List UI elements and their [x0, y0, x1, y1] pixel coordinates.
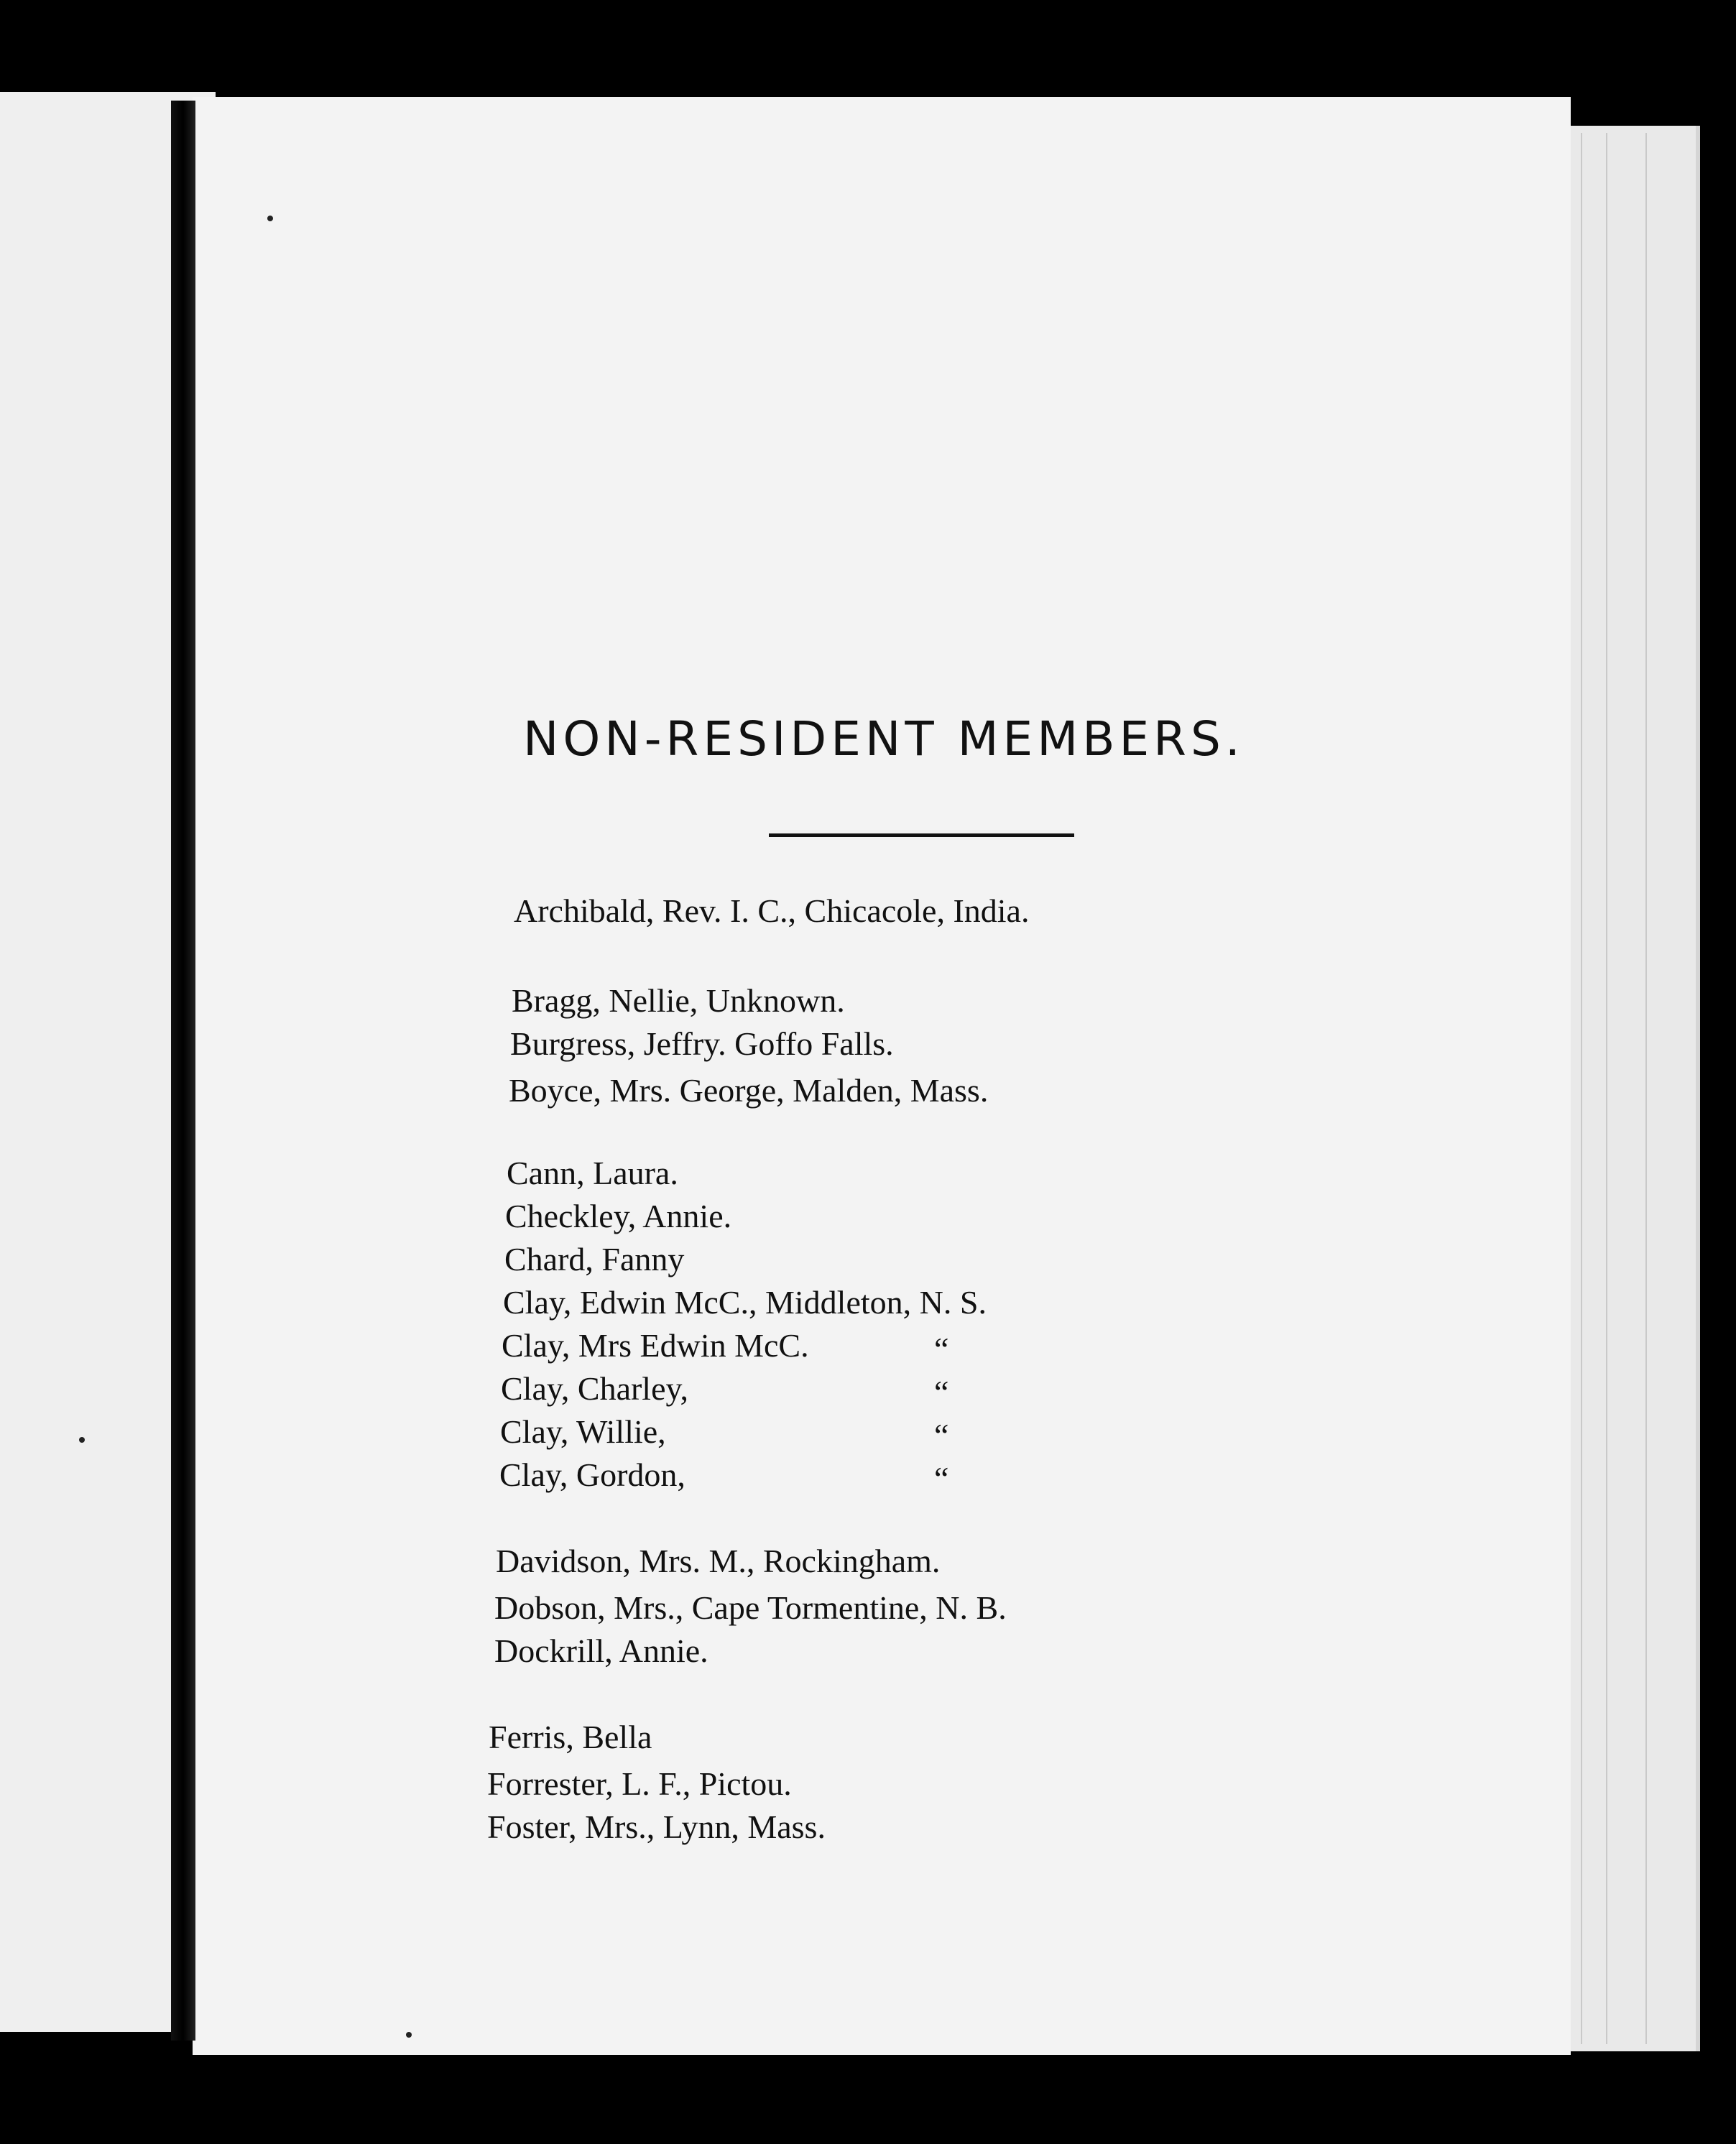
member-entry: Clay, Mrs Edwin McC. — [502, 1327, 809, 1364]
member-entry: Archibald, Rev. I. C., Chicacole, India. — [514, 892, 1030, 929]
member-entry: Foster, Mrs., Lynn, Mass. — [487, 1808, 826, 1845]
member-entry: Burgress, Jeffry. Goffo Falls. — [510, 1025, 894, 1062]
member-entry: Checkley, Annie. — [505, 1198, 732, 1234]
member-entry: Dockrill, Annie. — [494, 1632, 708, 1669]
ditto-mark: “ — [934, 1374, 949, 1410]
member-entry: Davidson, Mrs. M., Rockingham. — [496, 1543, 941, 1579]
heading-underline — [769, 833, 1074, 837]
member-entry: Clay, Gordon, — [499, 1456, 685, 1493]
ditto-mark: “ — [934, 1460, 949, 1497]
member-entry: Forrester, L. F., Pictou. — [487, 1765, 792, 1802]
book-binding — [171, 101, 195, 2041]
ink-speck — [267, 216, 273, 221]
page-heading: NON-RESIDENT MEMBERS. — [523, 711, 1245, 767]
member-entry: Bragg, Nellie, Unknown. — [512, 982, 845, 1019]
member-entry: Boyce, Mrs. George, Malden, Mass. — [509, 1072, 989, 1109]
page-edge-line — [1581, 133, 1582, 2044]
ink-speck — [406, 2032, 412, 2038]
ditto-mark: “ — [934, 1417, 949, 1454]
page-edge-line — [1645, 133, 1647, 2044]
ditto-mark: “ — [934, 1331, 949, 1367]
member-entry: Cann, Laura. — [507, 1155, 678, 1191]
member-entry: Clay, Edwin McC., Middleton, N. S. — [503, 1284, 987, 1321]
member-entry: Dobson, Mrs., Cape Tormentine, N. B. — [494, 1589, 1007, 1626]
page-edge-line — [1606, 133, 1607, 2044]
member-entry: Chard, Fanny — [504, 1241, 685, 1277]
member-entry: Clay, Willie, — [500, 1413, 666, 1450]
member-entry: Clay, Charley, — [501, 1370, 689, 1407]
ink-speck — [79, 1437, 85, 1443]
member-entry: Ferris, Bella — [489, 1719, 652, 1755]
